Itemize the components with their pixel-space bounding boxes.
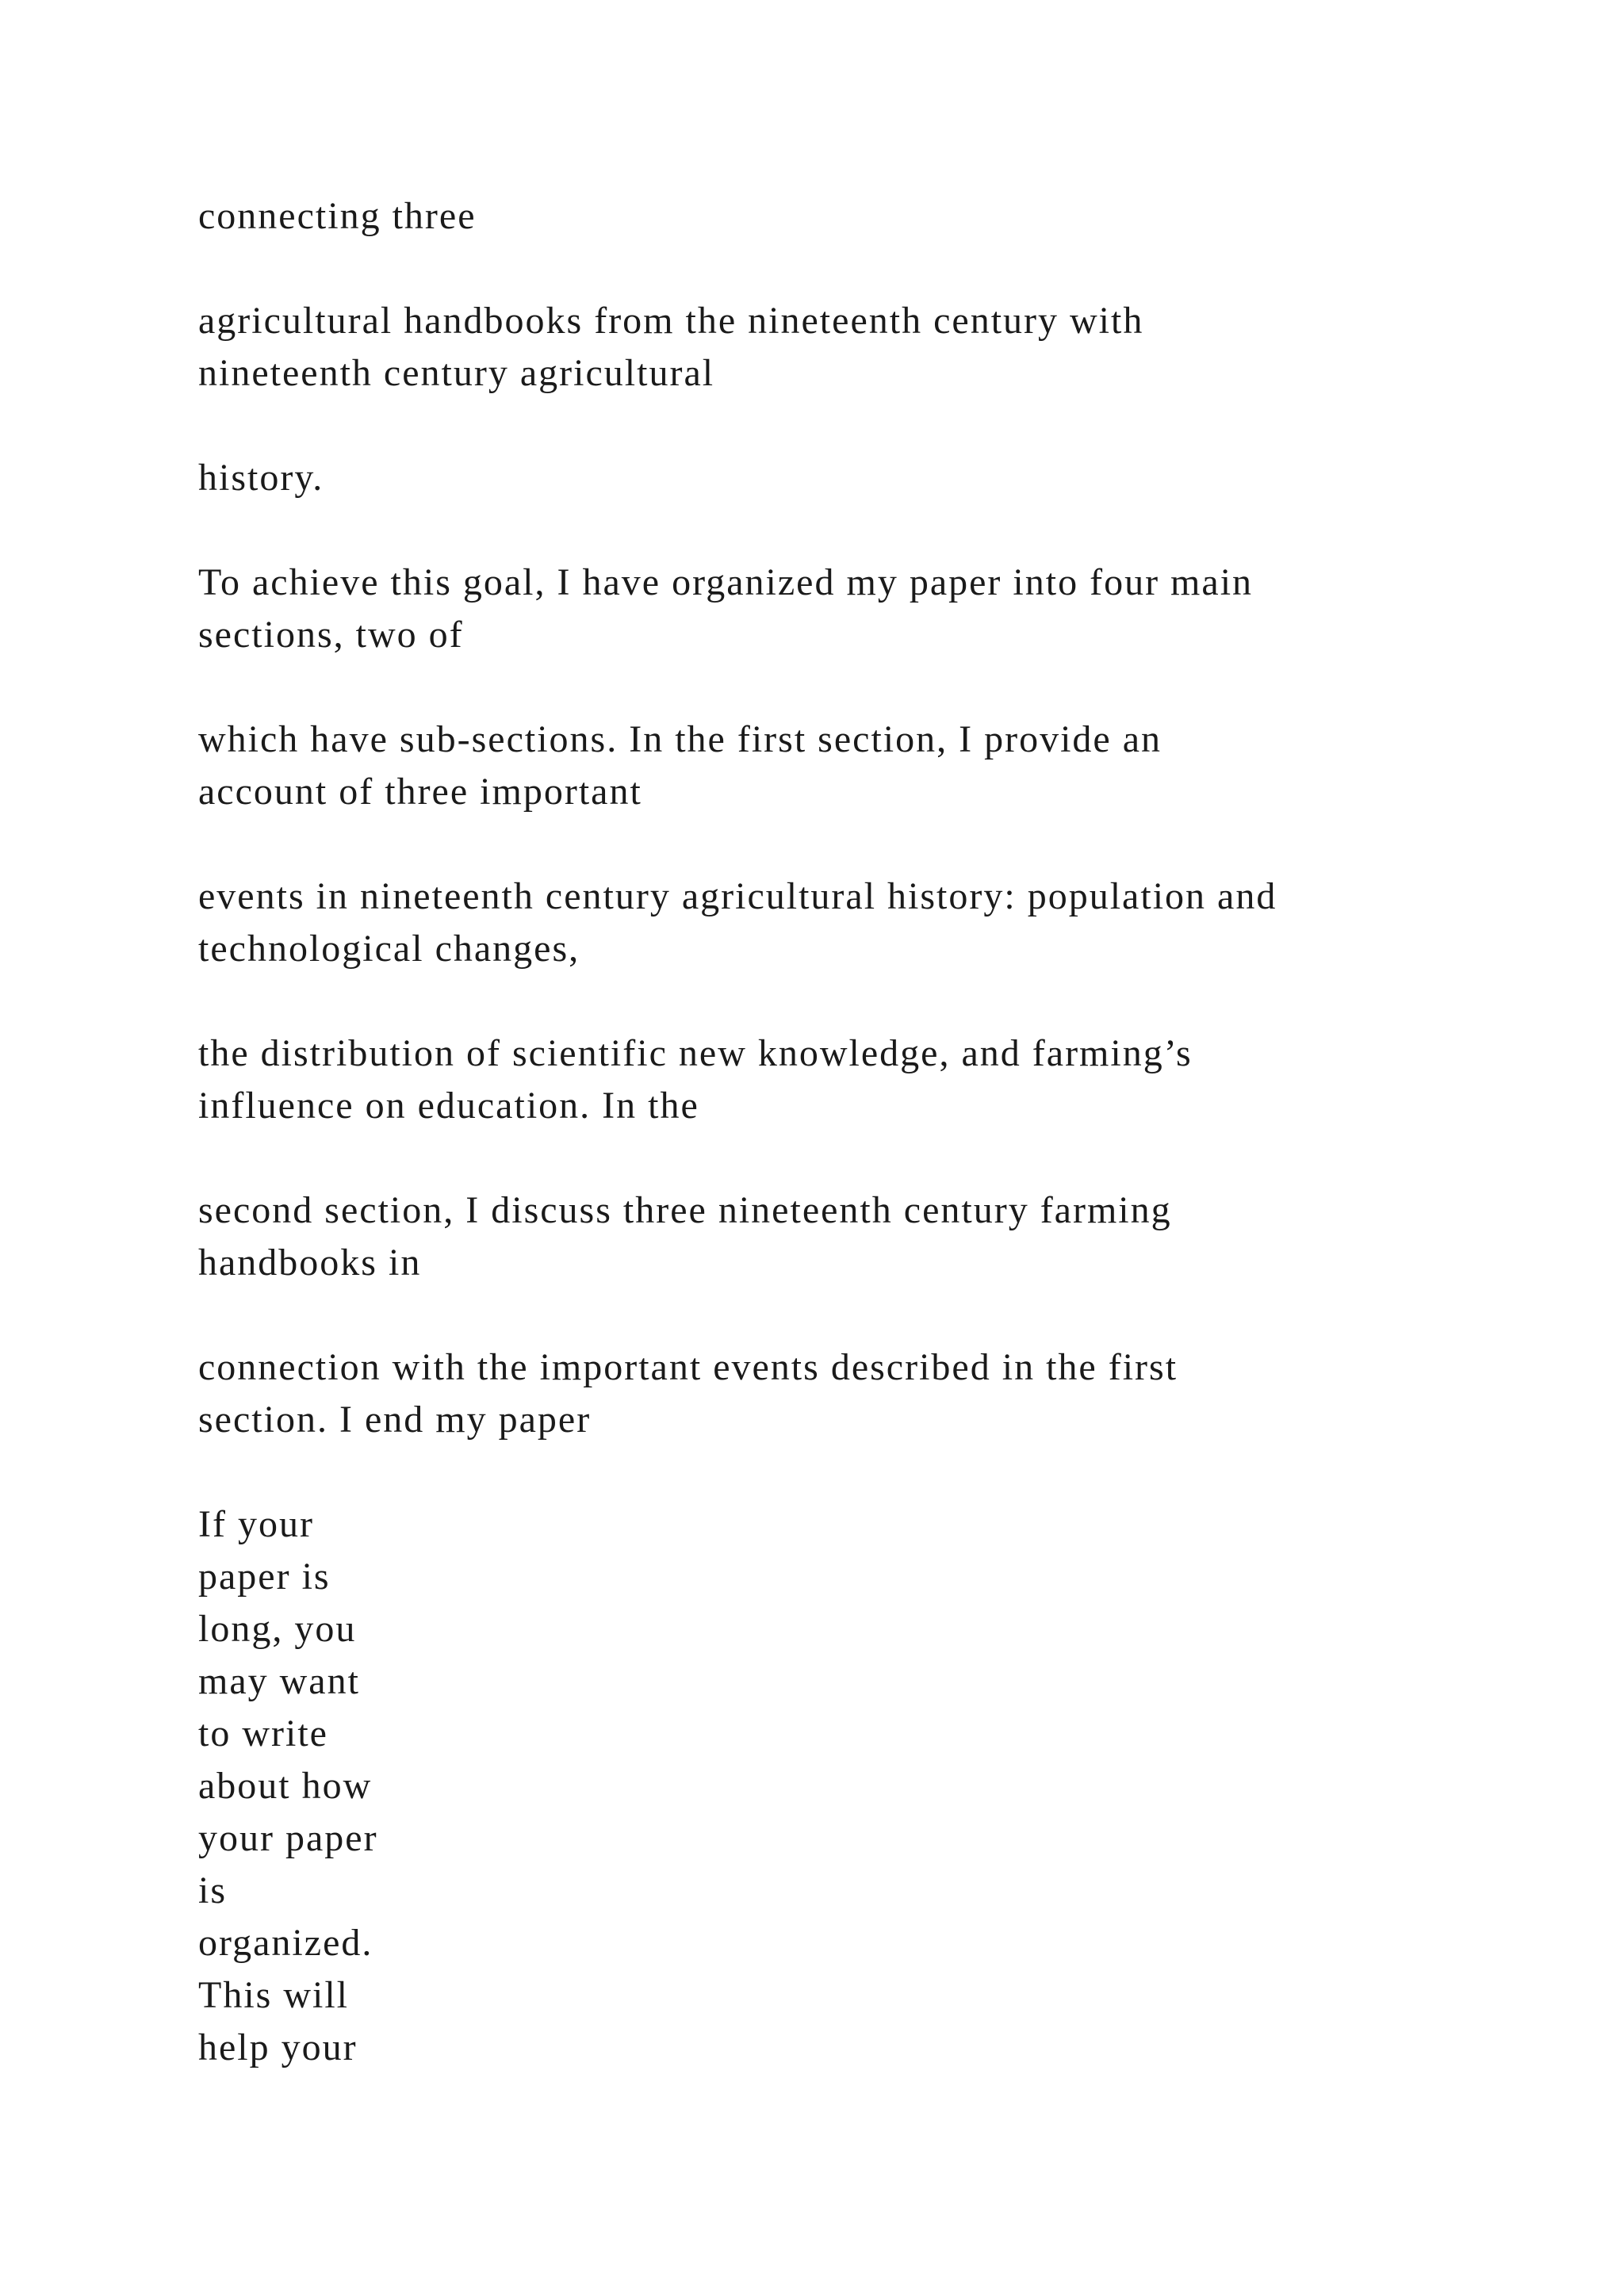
text-line: technological changes, xyxy=(198,928,580,970)
note-line: long, you xyxy=(198,1608,357,1650)
text-line: which have sub-sections. In the first section, I provide an xyxy=(198,718,1162,760)
paragraph-7 xyxy=(198,1027,1546,1132)
text-line: agricultural handbooks from the nineteenth century with xyxy=(198,300,1144,342)
note-line: help your xyxy=(198,2026,358,2068)
document-body xyxy=(198,190,1546,2074)
note-line: to write xyxy=(198,1712,328,1755)
text-line: handbooks in xyxy=(198,1242,422,1284)
text-line: connection with the important events described in the first xyxy=(198,1346,1178,1388)
text-line: influence on education. In the xyxy=(198,1085,699,1127)
margin-note xyxy=(198,1498,1546,2074)
paragraph-6 xyxy=(198,871,1546,975)
note-line: paper is xyxy=(198,1556,331,1598)
note-line: If your xyxy=(198,1503,314,1545)
paragraph-1 xyxy=(198,190,1546,243)
paragraph-4 xyxy=(198,557,1546,661)
paragraph-8 xyxy=(198,1184,1546,1289)
paragraph-9 xyxy=(198,1341,1546,1446)
paragraph-3 xyxy=(198,452,1546,504)
text-line: section. I end my paper xyxy=(198,1399,592,1441)
note-line: organized. xyxy=(198,1922,373,1964)
paragraph-5 xyxy=(198,714,1546,818)
text-line: sections, two of xyxy=(198,614,464,656)
text-line: nineteenth century agricultural xyxy=(198,352,715,394)
note-line: your paper xyxy=(198,1817,378,1859)
text-line: events in nineteenth century agricultural history: population and xyxy=(198,875,1277,917)
text-line: the distribution of scientific new knowledge, and farming’s xyxy=(198,1032,1193,1074)
note-line: may want xyxy=(198,1660,360,1702)
text-line: second section, I discuss three nineteenth century farming xyxy=(198,1189,1172,1231)
text-line: history. xyxy=(198,457,324,499)
note-line: is xyxy=(198,1869,228,1911)
text-line: connecting three xyxy=(198,195,477,237)
note-line: This will xyxy=(198,1974,350,2016)
paragraph-2 xyxy=(198,295,1546,400)
text-line: account of three important xyxy=(198,771,642,813)
text-line: To achieve this goal, I have organized my paper into four main xyxy=(198,561,1254,603)
note-line: about how xyxy=(198,1765,373,1807)
